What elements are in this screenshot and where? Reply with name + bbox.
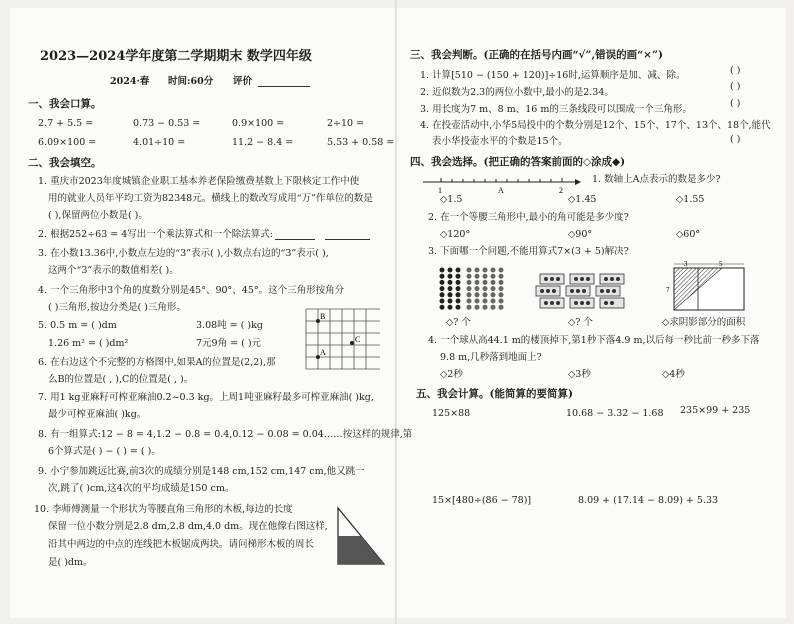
oral-item: 2÷10 = [327, 118, 365, 129]
oral-item: 0.9×100 = [232, 118, 285, 129]
dot [467, 268, 472, 273]
option-diamond[interactable]: ◇90° [568, 229, 593, 240]
grid-point-a: A [320, 348, 326, 357]
oral-item: 11.2 − 8.4 = [232, 137, 294, 148]
dot [499, 268, 504, 273]
choice-q3: 3. 下面哪一个问题,不能用算式7×(3 + 5)解决? [428, 246, 629, 257]
calc-item: 8.09 + (17.14 − 8.09) + 5.33 [578, 495, 719, 506]
shaded-rectangle-figure [664, 262, 754, 312]
time-label: 时间:60分 [168, 76, 214, 87]
section4-heading: 四、我会选择。(把正确的答案前面的◇涂成◆) [410, 156, 626, 168]
judge-paren[interactable]: ( ) [730, 134, 741, 145]
oral-item: 4.01÷10 = [133, 137, 186, 148]
number-line [423, 174, 583, 194]
dot [483, 292, 488, 297]
dot [440, 280, 445, 285]
judge-item: 4. 在投壶活动中,小华5局投中的个数分别是12个、15个、17个、13个、18个,能代 [420, 120, 771, 131]
dot [475, 299, 480, 304]
answer-blank[interactable] [325, 239, 370, 240]
dot [456, 286, 461, 291]
option-diamond[interactable]: ◇? 个 [568, 317, 593, 328]
dot [448, 274, 453, 279]
option-diamond[interactable]: ◇2秒 [440, 369, 463, 380]
dot [467, 280, 472, 285]
dot [499, 292, 504, 297]
fill-q6: 6. 在右边这个不完整的方格图中,如果A的位置是(2,2),那 [38, 357, 276, 368]
dot [491, 286, 496, 291]
option-diamond[interactable]: ◇60° [676, 229, 701, 240]
dot [491, 280, 496, 285]
dot [491, 268, 496, 273]
choice-q4: 9.8 m,几秒落到地面上? [440, 352, 542, 363]
term-label: 2024·春 [110, 76, 150, 87]
fill-q5: 3.08吨 = ( )kg [196, 320, 263, 331]
oral-item: 2.7 + 5.5 = [38, 118, 94, 129]
dot [448, 292, 453, 297]
axis-label-1: 1 [438, 186, 442, 195]
judge-paren[interactable]: ( ) [730, 65, 741, 76]
dot [475, 280, 480, 285]
fill-q5: 7元9角 = ( )元 [196, 338, 262, 349]
dot [440, 286, 445, 291]
option-diamond[interactable]: ◇1.55 [676, 194, 705, 205]
dot [467, 274, 472, 279]
dot [440, 292, 445, 297]
judge-paren[interactable]: ( ) [730, 98, 741, 109]
option-diamond[interactable]: ◇3秒 [568, 369, 591, 380]
oral-item: 0.73 − 0.53 = [133, 118, 201, 129]
dot [491, 292, 496, 297]
dot [483, 280, 488, 285]
fill-q9: 9. 小宁参加跳远比赛,前3次的成绩分别是148 cm,152 cm,147 cm,他又跳一 [38, 466, 365, 477]
answer-blank[interactable] [275, 239, 315, 240]
dot [440, 299, 445, 304]
dot [499, 274, 504, 279]
option-diamond[interactable]: ◇4秒 [662, 369, 685, 380]
dot [467, 305, 472, 310]
dot [456, 292, 461, 297]
grid-point-c: C [355, 335, 361, 344]
dot [440, 305, 445, 310]
oral-item: 6.09×100 = [38, 137, 97, 148]
fill-q1: 1. 重庆市2023年度城镇企业职工基本养老保险缴费基数上下限核定工作中使 [38, 176, 360, 187]
calc-item: 235×99 + 235 [680, 405, 751, 416]
fill-q10: 保留一位小数分别是2.8 dm,2.8 dm,4.0 dm。现在他像右图这样, [48, 521, 328, 532]
choice-q4: 4. 一个球从高44.1 m的楼顶掉下,第1秒下落4.9 m,以后每一秒比前一秒多下落 [428, 335, 760, 346]
section3-heading: 三、我会判断。(正确的在括号内画“√”,错误的画“×”) [410, 49, 663, 61]
fill-q6: 么B的位置是( , ),C的位置是( , )。 [48, 374, 194, 385]
judge-item: 表小华投壶水平的个数是15个。 [432, 136, 568, 147]
dot-grid-figure [437, 266, 509, 312]
fill-q7: 最少可榨亚麻油( )kg。 [48, 409, 147, 420]
dim-label-7: 7 [666, 286, 670, 294]
dot [499, 280, 504, 285]
groups-figure [536, 272, 632, 312]
dot [440, 268, 445, 273]
fill-q10: 沿其中两边的中点的连线把木板锯成两块。请问梯形木板的周长 [48, 539, 315, 550]
fill-q4: ( )三角形,按边分类是( )三角形。 [48, 302, 186, 313]
page-fold [395, 0, 397, 624]
dim-label-5: 5 [719, 260, 723, 268]
dot [467, 292, 472, 297]
fill-q3: 这两个“3”表示的数值相差( )。 [48, 265, 179, 276]
option-diamond[interactable]: ◇? 个 [446, 317, 471, 328]
fill-q10: 10. 李师傅测量一个形状为等腰直角三角形的木板,每边的长度 [34, 504, 293, 515]
fill-q4: 4. 一个三角形中3个角的度数分别是45°、90°、45°。这个三角形按角分 [38, 285, 345, 296]
dot [499, 305, 504, 310]
section5-heading: 五、我会计算。(能简算的要简算) [416, 388, 573, 400]
dot [456, 305, 461, 310]
choice-q2: 2. 在一个等腰三角形中,最小的角可能是多少度? [428, 212, 629, 223]
dot [483, 299, 488, 304]
axis-label-2: 2 [559, 186, 563, 195]
dot [448, 305, 453, 310]
dot [467, 286, 472, 291]
fill-q7: 7. 用1 kg亚麻籽可榨亚麻油0.2~0.3 kg。上周1吨亚麻籽最多可榨亚麻油( )kg, [38, 392, 374, 403]
axis-label-a: A [498, 186, 504, 195]
grade-label: 评价 [233, 76, 253, 87]
grade-blank[interactable] [258, 86, 310, 87]
calc-item: 10.68 − 3.32 − 1.68 [566, 408, 664, 419]
dot [456, 280, 461, 285]
fill-q2: 2. 根据252÷63 = 4写出一个乘法算式和一个除法算式: [38, 229, 274, 240]
judge-item: 2. 近似数为2.3的两位小数中,最小的是2.34。 [420, 87, 614, 98]
dot [440, 274, 445, 279]
exam-title: 2023—2024学年度第二学期期末 数学四年级 [40, 49, 312, 64]
section1-heading: 一、我会口算。 [28, 98, 102, 110]
judge-item: 3. 用长度为7 m、8 m、16 m的三条线段可以围成一个三角形。 [420, 104, 692, 115]
dot [456, 274, 461, 279]
triangle-board-figure [336, 506, 388, 566]
fill-q8: 6个算式是( ) − ( ) = ( )。 [48, 446, 161, 457]
option-diamond[interactable]: ◇1.45 [568, 194, 597, 205]
dot [467, 299, 472, 304]
fill-q8: 8. 有一组算式:12 − 8 = 4,1.2 − 0.8 = 0.4,0.12 − 0.08 = 0.04……按这样的规律,第 [38, 429, 413, 440]
grid-figure [306, 309, 382, 371]
calc-item: 15×[480÷(86 − 78)] [432, 495, 532, 506]
fill-q10: 是( )dm。 [48, 557, 93, 568]
fill-q5: 1.26 m² = ( )dm² [48, 338, 129, 349]
fill-q1: 用的就业人员年平均工资为82348元。横线上的数改写成用“万”作单位的数是 [48, 193, 373, 204]
section2-heading: 二、我会填空。 [28, 157, 102, 169]
dot [448, 299, 453, 304]
calc-item: 125×88 [432, 408, 471, 419]
dot [483, 268, 488, 273]
judge-paren[interactable]: ( ) [730, 81, 741, 92]
dot [475, 305, 480, 310]
dot [456, 299, 461, 304]
option-diamond[interactable]: ◇求阴影部分的面积 [662, 317, 746, 328]
dot [499, 299, 504, 304]
dot [483, 274, 488, 279]
choice-q1: 1. 数轴上A点表示的数是多少? [592, 174, 721, 185]
fill-q5: 5. 0.5 m = ( )dm [38, 320, 117, 331]
fill-q9: 次,跳了( )cm,这4次的平均成绩是150 cm。 [48, 483, 235, 494]
dot [475, 274, 480, 279]
dot [475, 292, 480, 297]
dot [499, 286, 504, 291]
fill-q1: ( ),保留两位小数是( )。 [48, 210, 148, 221]
dot [448, 280, 453, 285]
dot [483, 305, 488, 310]
option-diamond[interactable]: ◇1.5 [440, 194, 463, 205]
grid-point-b: B [320, 312, 326, 321]
dot [475, 268, 480, 273]
dot [491, 274, 496, 279]
fill-q3: 3. 在小数13.36中,小数点左边的“3”表示( ),小数点右边的“3”表示( ), [38, 248, 329, 259]
dot [491, 305, 496, 310]
dot [456, 268, 461, 273]
dot [483, 286, 488, 291]
dot [475, 286, 480, 291]
option-diamond[interactable]: ◇120° [440, 229, 471, 240]
oral-item: 5.53 + 0.58 = [327, 137, 395, 148]
dot [448, 268, 453, 273]
judge-item: 1. 计算[510 − (150 + 120)]÷16时,运算顺序是加、减、除。 [420, 70, 686, 81]
dim-label-3: 3 [684, 260, 688, 268]
dot [448, 286, 453, 291]
dot [491, 299, 496, 304]
